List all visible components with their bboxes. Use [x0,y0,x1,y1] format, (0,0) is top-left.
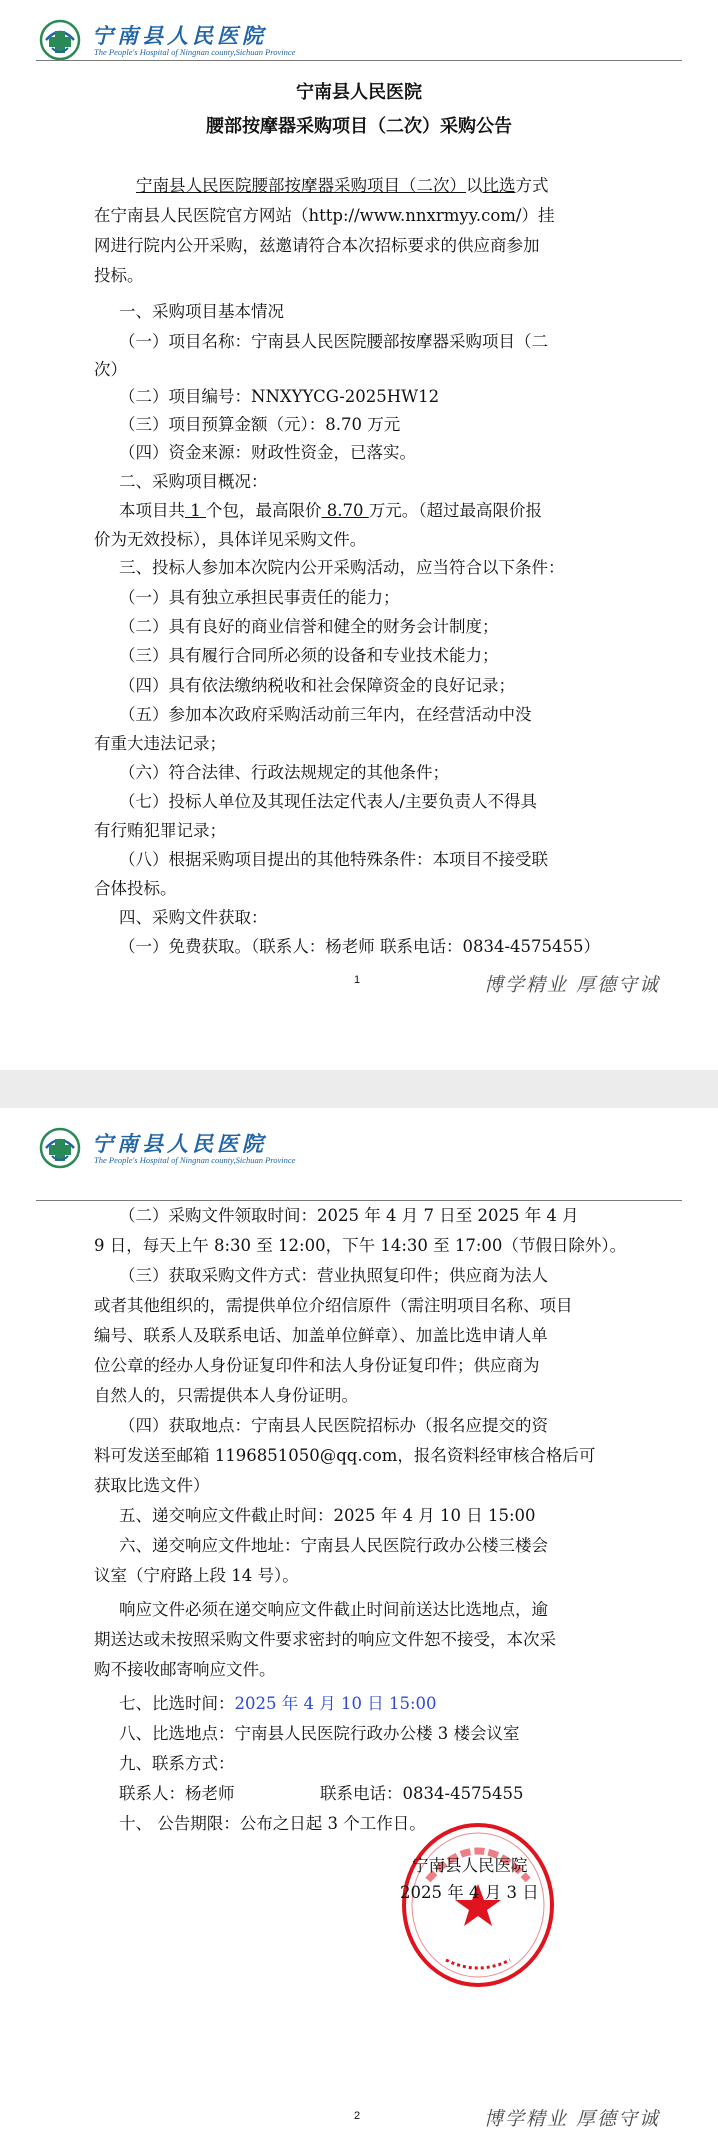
section-3-item: （五）参加本次政府采购活动前三年内，在经营活动中没 [119,705,532,724]
section-8: 八、比选地点：宁南县人民医院行政办公楼 3 楼会议室 [119,1724,520,1743]
page-number: 1 [354,974,361,986]
signing-date: 2025 年 4 月 3 日 [400,1883,539,1902]
page-number: 2 [354,2110,361,2122]
section-3-item: （二）具有良好的商业信誉和健全的财务会计制度； [119,617,499,636]
official-seal-icon [398,1820,558,1990]
section-4-item-4-cont: 获取比选文件） [94,1476,210,1495]
section-1-item-1: （一）项目名称：宁南县人民医院腰部按摩器采购项目（二 [119,332,548,351]
section-1-heading: 一、采购项目基本情况 [119,302,284,321]
response-note-cont: 购不接收邮寄响应文件。 [94,1660,276,1679]
section-4-heading: 四、采购文件获取： [119,908,268,927]
section-4-item-3-cont: 自然人的，只需提供本人身份证明。 [94,1386,358,1405]
section-4-item-1: （一）免费获取。（联系人：杨老师 联系电话：0834-4575455） [119,937,601,956]
section-3-item: （八）根据采购项目提出的其他特殊条件：本项目不接受联 [119,850,548,869]
section-3-item: （七）投标人单位及其现任法定代表人/主要负责人不得具 [119,792,538,811]
doc-title-line1: 宁南县人民医院 [296,82,422,103]
section-1-item-3: （三）项目预算金额（元）：8.70 万元 [119,415,401,434]
hospital-name-logo: 宁南县人民医院 [92,1131,267,1156]
section-3-item: （六）符合法律、行政法规规定的其他条件； [119,763,449,782]
section-6: 六、递交响应文件地址：宁南县人民医院行政办公楼三楼会 [119,1536,548,1555]
intro-line-1: 宁南县人民医院腰部按摩器采购项目（二次）以比选方式 [136,176,549,195]
contact-person: 联系人：杨老师 [119,1784,235,1803]
intro-line-2: 在宁南县人民医院官方网站（http://www.nnxrmyy.com/）挂 [94,206,555,225]
hospital-logo-icon [36,18,84,62]
section-1-item-1-cont: 次） [94,360,127,379]
section-3-item: （三）具有履行合同所必须的设备和专业技术能力； [119,646,499,665]
document-page-1 [0,0,718,1070]
section-4-item-3: （三）获取采购文件方式：营业执照复印件；供应商为法人 [119,1266,548,1285]
response-note-cont: 期送达或未按照采购文件要求密封的响应文件恕不接受，本次采 [94,1630,556,1649]
section-2-heading: 二、采购项目概况： [119,472,268,491]
section-4-item-3-cont: 位公章的经办人身份证复印件和法人身份证复印件；供应商为 [94,1356,540,1375]
hospital-motto: 博学精业 厚德守诚 [484,2108,661,2130]
section-3-heading: 三、投标人参加本次院内公开采购活动，应当符合以下条件： [119,558,565,577]
section-1-item-4: （四）资金来源：财政性资金，已落实。 [119,443,416,462]
section-5: 五、递交响应文件截止时间：2025 年 4 月 10 日 15:00 [119,1506,536,1525]
section-9: 九、联系方式： [119,1754,235,1773]
section-4-item-4: （四）获取地点：宁南县人民医院招标办（报名应提交的资 [119,1416,548,1435]
intro-line-4: 投标。 [94,266,144,285]
section-4-item-3-cont: 或者其他组织的，需提供单位介绍信原件（需注明项目名称、项目 [94,1296,573,1315]
section-3-item: （一）具有独立承担民事责任的能力； [119,588,400,607]
section-4-item-3-cont: 编号、联系人及联系电话、加盖单位鲜章）、加盖比选申请人单 [94,1326,548,1345]
section-2-line-1: 本项目共 1 个包，最高限价 8.70 万元。（超过最高限价报 [119,501,542,520]
section-3-item: （四）具有依法缴纳税收和社会保障资金的良好记录； [119,676,515,695]
section-1-item-2: （二）项目编号：NNXYYCG-2025HW12 [119,387,440,406]
contact-phone: 联系电话：0834-4575455 [320,1784,524,1803]
section-10: 十、 公告期限：公布之日起 3 个工作日。 [119,1814,426,1833]
section-7: 七、比选时间：2025 年 4 月 10 日 15:00 [119,1694,437,1713]
hospital-logo-icon [36,1126,84,1170]
section-6-cont: 议室（宁府路上段 14 号）。 [94,1566,299,1585]
hospital-name-english: The People's Hospital of Ningnan county,Sichuan Province [94,47,296,57]
section-4-item-2-cont: 9 日，每天上午 8:30 至 12:00，下午 14:30 至 17:00（节假日除外）。 [94,1236,627,1255]
intro-line-3: 网进行院内公开采购，兹邀请符合本次招标要求的供应商参加 [94,236,540,255]
hospital-header [36,1122,682,1182]
hospital-motto: 博学精业 厚德守诚 [484,974,661,996]
signing-organization: 宁南县人民医院 [412,1856,528,1875]
response-note: 响应文件必须在递交响应文件截止时间前送达比选地点，逾 [119,1600,548,1619]
hospital-name-english: The People's Hospital of Ningnan county,Sichuan Province [94,1155,296,1165]
section-3-item-cont: 合体投标。 [94,879,177,898]
section-3-item-cont: 有行贿犯罪记录； [94,821,226,840]
section-2-line-2: 价为无效投标），具体详见采购文件。 [94,530,367,549]
section-4-item-4-cont: 料可发送至邮箱 1196851050@qq.com，报名资料经审核合格后可 [94,1446,596,1465]
hospital-header [36,14,682,74]
section-3-item-cont: 有重大违法记录； [94,734,226,753]
hospital-name-logo: 宁南县人民医院 [92,23,267,48]
header-divider [36,1200,682,1201]
header-divider [36,60,682,61]
doc-title-line2: 腰部按摩器采购项目（二次）采购公告 [206,116,512,137]
section-4-item-2: （二）采购文件领取时间：2025 年 4 月 7 日至 2025 年 4 月 [119,1206,579,1225]
